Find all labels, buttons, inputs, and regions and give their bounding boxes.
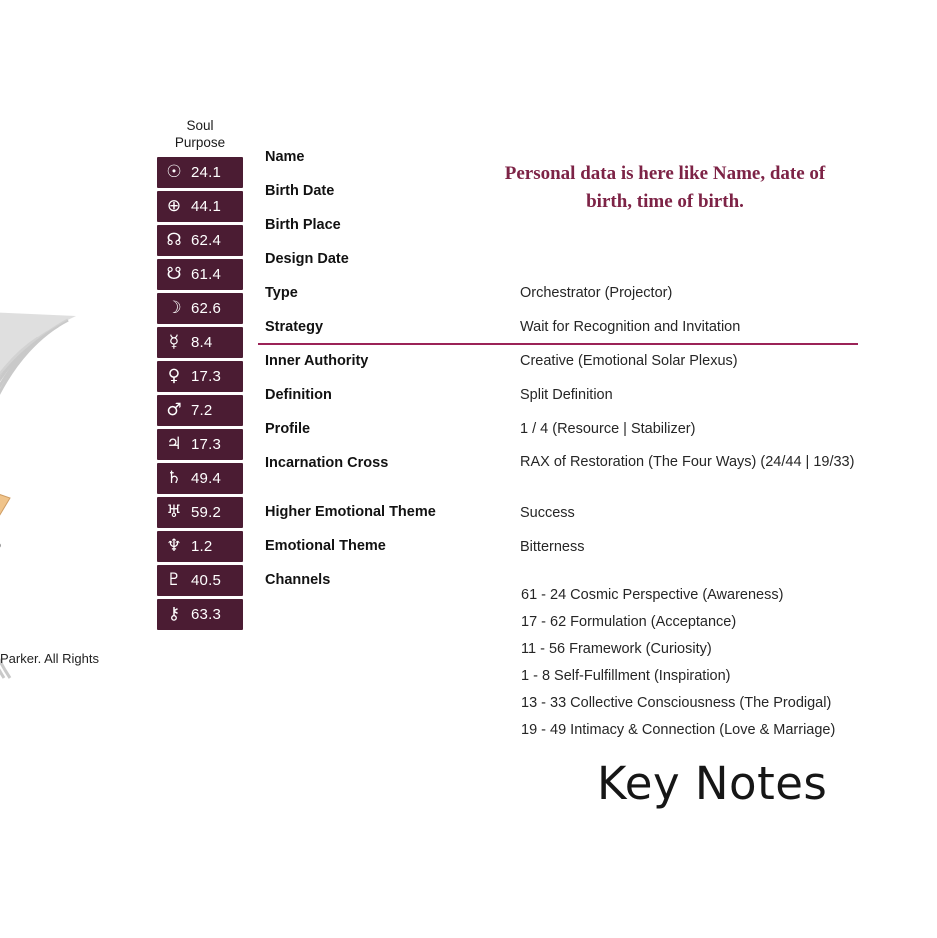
list-item: 17 - 62 Formulation (Acceptance) — [521, 614, 737, 630]
pluto-glyph: ♇ — [166, 569, 182, 590]
planet-row — [157, 157, 243, 188]
uranus-glyph: ♅ — [166, 501, 182, 522]
table-row — [265, 378, 925, 412]
planet-value: 59.2 — [191, 503, 221, 521]
table-row — [265, 496, 925, 530]
table-row — [265, 276, 925, 310]
table-row — [265, 530, 925, 564]
list-item: 19 - 49 Intimacy & Connection (Love & Marriage) — [521, 722, 836, 738]
row-label: Design Date — [265, 251, 349, 267]
row-label: Name — [265, 149, 305, 165]
planet-row — [157, 531, 243, 562]
row-label: Strategy — [265, 319, 324, 335]
planet-row — [157, 429, 243, 460]
saturn-glyph: ♄ — [166, 467, 182, 488]
venus-glyph: ♀ — [167, 365, 181, 386]
credit-text: Parker. All Rights — [0, 651, 99, 666]
list-item: 11 - 56 Framework (Curiosity) — [521, 641, 712, 657]
channels-list — [521, 582, 835, 744]
planet-row — [157, 259, 243, 290]
planet-row — [157, 293, 243, 324]
chiron-glyph: ⚷ — [167, 603, 181, 624]
row-value: Orchestrator (Projector) — [520, 285, 673, 301]
row-label: Birth Date — [265, 183, 335, 199]
soul-purpose-heading-line2: Purpose — [174, 134, 226, 150]
row-value: 1 / 4 (Resource | Stabilizer) — [520, 421, 696, 437]
table-row — [265, 242, 925, 276]
personal-data-note: Personal data is here like Name, date of birth, time of birth. — [504, 163, 826, 212]
soul-purpose-panel — [157, 118, 243, 633]
mercury-glyph: ☿ — [168, 331, 180, 352]
planet-value: 63.3 — [191, 605, 221, 623]
row-label: Profile — [265, 421, 311, 437]
planet-row — [157, 395, 243, 426]
table-row — [265, 344, 925, 378]
planet-value: 40.5 — [191, 571, 221, 589]
planet-row — [157, 361, 243, 392]
planet-value: 62.4 — [191, 231, 221, 249]
planet-row — [157, 565, 243, 596]
neptune-glyph: ♆ — [166, 535, 182, 556]
table-row — [265, 446, 925, 480]
list-item: 61 - 24 Cosmic Perspective (Awareness) — [521, 587, 784, 603]
row-value: Split Definition — [520, 387, 613, 403]
planet-value: 49.4 — [191, 469, 221, 487]
soul-purpose-heading — [157, 118, 243, 152]
planet-value: 8.4 — [191, 333, 213, 351]
north-node-glyph: ☊ — [166, 229, 182, 250]
row-value: Bitterness — [520, 539, 585, 555]
mars-glyph: ♂ — [166, 399, 182, 420]
south-node-glyph: ☋ — [166, 263, 182, 284]
planet-value: 62.6 — [191, 299, 221, 317]
list-item: 13 - 33 Collective Consciousness (The Prodigal) — [521, 695, 832, 711]
accent-divider — [258, 343, 858, 345]
planet-value: 17.3 — [191, 435, 221, 453]
row-value: RAX of Restoration (The Four Ways) (24/44 | 19/33) — [520, 454, 855, 470]
planet-row — [157, 463, 243, 494]
soul-purpose-heading-line1: Soul — [186, 118, 214, 133]
row-label: Type — [265, 285, 298, 301]
table-row — [265, 412, 925, 446]
row-label: Emotional Theme — [265, 538, 386, 554]
bodygraph-center-shapes — [0, 424, 10, 550]
earth-glyph: ⊕ — [166, 195, 182, 216]
row-label: Birth Place — [265, 217, 341, 233]
page-title: Key Notes — [597, 757, 828, 810]
planet-value: 44.1 — [191, 197, 221, 215]
planet-row — [157, 327, 243, 358]
row-label: Definition — [265, 387, 332, 403]
planet-value: 7.2 — [191, 401, 213, 419]
bodygraph-artwork — [0, 310, 140, 690]
row-label: Inner Authority — [265, 353, 369, 369]
row-value: Wait for Recognition and Invitation — [520, 319, 741, 335]
planet-value: 17.3 — [191, 367, 221, 385]
planet-row — [157, 225, 243, 256]
row-label: Higher Emotional Theme — [265, 504, 436, 520]
planet-row — [157, 497, 243, 528]
row-label: Incarnation Cross — [265, 455, 389, 471]
jupiter-glyph: ♃ — [166, 433, 182, 454]
planet-row — [157, 599, 243, 630]
planet-value: 61.4 — [191, 265, 221, 283]
row-label: Channels — [265, 572, 331, 588]
aura-rings — [0, 320, 68, 682]
planet-value: 1.2 — [191, 537, 213, 555]
sun-glyph: ☉ — [166, 161, 182, 182]
row-value: Creative (Emotional Solar Plexus) — [520, 353, 738, 369]
svg-text:50 — [0, 542, 1, 550]
table-row — [265, 310, 925, 344]
planet-value: 24.1 — [191, 163, 221, 181]
list-item: 1 - 8 Self-Fulfillment (Inspiration) — [521, 668, 731, 684]
planet-row — [157, 191, 243, 222]
moon-glyph: ☽ — [166, 297, 182, 318]
row-value: Success — [520, 505, 575, 521]
